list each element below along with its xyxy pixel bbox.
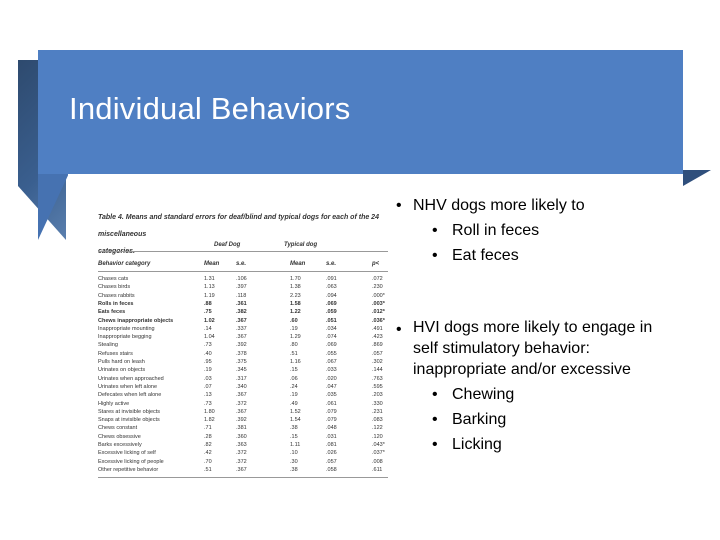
table-cell: .30 <box>290 458 298 465</box>
bullet-hvi-line2: self stimulatory behavior: <box>413 340 590 357</box>
table-cell: .367 <box>236 408 247 415</box>
table-cell-category: Chases rabbits <box>98 292 135 299</box>
table-cell-category: Defecates when left alone <box>98 392 162 399</box>
table-cell: .15 <box>290 433 298 440</box>
table-cell: .07 <box>204 383 212 390</box>
table-cell: .047 <box>326 383 337 390</box>
bullet-dot: • <box>432 222 438 239</box>
table-row <box>98 459 390 467</box>
table-cell: .317 <box>236 375 247 382</box>
table-row <box>98 334 390 342</box>
table-row <box>98 384 390 392</box>
table-cell: .231 <box>372 408 383 415</box>
table-cell: 1.70 <box>290 276 301 282</box>
table-cell: .13 <box>204 392 212 399</box>
table-cell: .423 <box>372 334 383 341</box>
table-cell: .363 <box>236 442 247 448</box>
data-table-image <box>94 203 394 479</box>
table-cell: .71 <box>204 425 212 432</box>
table-cell-category: Snaps at invisible objects <box>98 417 160 424</box>
table-cell: .361 <box>236 300 247 307</box>
table-row <box>98 276 390 284</box>
table-cell: .397 <box>236 284 247 291</box>
table-row <box>98 367 390 375</box>
table-cell: 1.16 <box>290 359 301 365</box>
table-cell: .392 <box>236 417 247 424</box>
table-cell: .763 <box>372 375 383 382</box>
table-cell: .595 <box>372 383 383 390</box>
table-row <box>98 409 390 417</box>
table-cell: .15 <box>290 367 298 374</box>
table-row <box>98 376 390 384</box>
table-cell: .82 <box>204 442 212 448</box>
table-cell: .19 <box>204 367 212 374</box>
table-cell: .10 <box>290 450 298 457</box>
table-cell: .367 <box>236 392 247 399</box>
table-cell-category: Pulls hard on leash <box>98 359 145 365</box>
table-row <box>98 293 390 301</box>
bullet-hvi-text <box>413 317 683 380</box>
table-cell: 1.58 <box>290 300 301 307</box>
table-cell: .074 <box>326 334 337 341</box>
table-cell: 1.82 <box>204 417 215 424</box>
group-header-typical: Typical dog <box>284 242 318 248</box>
table-cell-category: Excessive licking of self <box>98 450 156 457</box>
table-cell: .036* <box>372 317 385 324</box>
bullet-hvi-line3: inappropriate and/or excessive <box>413 361 631 378</box>
table-cell: .367 <box>236 334 247 341</box>
table-row <box>98 351 390 359</box>
bullet-dot: • <box>432 411 438 428</box>
table-cell: 1.80 <box>204 408 215 415</box>
table-row <box>98 401 390 409</box>
table-cell: .340 <box>236 383 247 390</box>
table-cell: .203 <box>372 392 383 399</box>
table-cell: .008 <box>372 458 383 465</box>
table-cell: 1.52 <box>290 408 301 415</box>
table-cell: .034 <box>326 325 337 332</box>
table-row <box>98 434 390 442</box>
sub-bullet-text: Eat feces <box>452 247 519 264</box>
table-cell: .03 <box>204 375 212 382</box>
bullet-dot: • <box>432 436 438 453</box>
table-cell: .382 <box>236 309 247 316</box>
table-cell: .367 <box>236 466 247 473</box>
table-cell: .122 <box>372 425 383 432</box>
table-cell: .491 <box>372 325 383 332</box>
table-row <box>98 442 390 450</box>
sub-bullet-text: Licking <box>452 436 502 453</box>
table-cell: .88 <box>204 300 212 307</box>
table-cell: .012* <box>372 309 385 316</box>
table-cell-category: Chases birds <box>98 284 131 291</box>
bullet-hvi-line1: HVI dogs more likely to engage in <box>413 319 653 336</box>
table-cell-category: Chews obsessive <box>98 433 141 440</box>
table-cell: .072 <box>372 276 383 282</box>
table-cell: 1.38 <box>290 284 301 291</box>
table-cell: .058 <box>326 466 337 473</box>
table-cell: .73 <box>204 400 212 407</box>
table-cell: 1.04 <box>204 334 215 341</box>
table-cell: .079 <box>326 408 337 415</box>
table-cell: .081 <box>326 442 337 448</box>
table-cell: .73 <box>204 342 212 349</box>
table-cell: .037* <box>372 450 385 457</box>
table-cell: .28 <box>204 433 212 440</box>
table-cell: .061 <box>326 400 337 407</box>
table-cell-category: Stealing <box>98 342 118 349</box>
table-row <box>98 417 390 425</box>
table-cell-category: Excessive licking of people <box>98 458 164 465</box>
col-header-se-typical: s.e. <box>326 261 337 267</box>
table-cell-category: Urinates when approached <box>98 375 164 382</box>
table-cell: .020 <box>326 375 337 382</box>
table-cell: .372 <box>236 458 247 465</box>
table-cell: .091 <box>326 276 337 282</box>
table-cell-category: Refuses stairs <box>98 350 133 357</box>
table-cell: .069 <box>326 300 337 307</box>
table-cell: .60 <box>290 317 298 324</box>
table-row <box>98 284 390 292</box>
table-cell: .40 <box>204 350 212 357</box>
table-cell: .360 <box>236 433 247 440</box>
table-cell: .378 <box>236 350 247 357</box>
table-cell: .230 <box>372 284 383 291</box>
sub-bullet-text: Chewing <box>452 386 515 403</box>
table-cell-category: Other repetitive behavior <box>98 466 159 473</box>
table-cell: .031 <box>326 433 337 440</box>
table-cell: .381 <box>236 425 247 432</box>
table-cell: .057 <box>326 458 337 465</box>
table-row <box>98 309 390 317</box>
table-cell: .49 <box>290 400 298 407</box>
table-row <box>98 450 390 458</box>
table-caption <box>98 209 398 260</box>
col-header-category: Behavior category <box>98 261 151 267</box>
table-cell: .026 <box>326 450 337 457</box>
table-cell: .375 <box>236 359 247 365</box>
table-cell-category: Urinates when left alone <box>98 383 158 390</box>
table-cell: 1.22 <box>290 309 301 316</box>
table-cell: .611 <box>372 466 383 473</box>
table-cell-category: Chews inappropriate objects <box>98 317 174 324</box>
table-cell-category: Inappropriate begging <box>98 334 152 341</box>
sub-bullet-text: Roll in feces <box>452 222 540 239</box>
table-cell: .043* <box>372 442 385 448</box>
table-rule <box>98 271 388 272</box>
col-header-mean-deaf: Mean <box>204 261 220 267</box>
sub-bullet-text: Barking <box>452 411 507 428</box>
table-cell: .083 <box>372 417 383 424</box>
table-cell: .120 <box>372 433 383 440</box>
table-cell: .067 <box>326 359 337 365</box>
table-cell: .033 <box>326 367 337 374</box>
table-cell: .869 <box>372 342 383 349</box>
table-cell: .38 <box>290 466 298 473</box>
table-cell: .51 <box>290 350 298 357</box>
table-cell: .106 <box>236 276 247 282</box>
table-cell-category: Highly active <box>98 400 130 407</box>
table-cell: .06 <box>290 375 298 382</box>
table-cell: 1.02 <box>204 317 215 324</box>
table-cell-category: Chews constant <box>98 425 138 432</box>
table-cell: .38 <box>290 425 298 432</box>
table-cell: .80 <box>290 342 298 349</box>
table-row <box>98 326 390 334</box>
table-cell: .19 <box>290 325 298 332</box>
table-cell-category: Inappropriate mounting <box>98 325 155 332</box>
table-cell: .70 <box>204 458 212 465</box>
bullet-dot: • <box>396 197 402 214</box>
table-cell: .345 <box>236 367 247 374</box>
table-cell: .059 <box>326 309 337 316</box>
table-row <box>98 301 390 309</box>
table-cell: 2.23 <box>290 292 301 299</box>
table-cell: .24 <box>290 383 298 390</box>
table-cell: .330 <box>372 400 383 407</box>
table-cell: .003* <box>372 300 385 307</box>
table-cell: .51 <box>204 466 212 473</box>
table-cell: .337 <box>236 325 247 332</box>
table-cell: 1.31 <box>204 276 215 282</box>
table-cell: .372 <box>236 450 247 457</box>
table-cell-category: Eats feces <box>98 309 126 316</box>
slide-title: Individual Behaviors <box>69 91 351 126</box>
bullet-nhv-text: NHV dogs more likely to <box>413 197 585 214</box>
table-cell: .048 <box>326 425 337 432</box>
table-cell-category: Rolls in feces <box>98 300 134 307</box>
table-cell: .035 <box>326 392 337 399</box>
table-row <box>98 467 390 475</box>
table-cell: .069 <box>326 342 337 349</box>
table-rule <box>98 477 388 478</box>
table-cell: .051 <box>326 317 337 324</box>
table-cell-category: Urinates on objects <box>98 367 146 374</box>
table-row <box>98 359 390 367</box>
bullet-dot: • <box>432 247 438 264</box>
table-cell: .19 <box>290 392 298 399</box>
table-caption-line1: Table 4. Means and standard errors for deaf/blind and typical dogs for each of the 24 miscellaneous <box>98 214 379 238</box>
table-row <box>98 425 390 433</box>
table-cell: .063 <box>326 284 337 291</box>
table-cell: .42 <box>204 450 212 457</box>
table-cell: 1.54 <box>290 417 301 424</box>
table-cell: .372 <box>236 400 247 407</box>
table-row <box>98 392 390 400</box>
col-header-p: p< <box>372 261 380 267</box>
col-header-se-deaf: s.e. <box>236 261 247 267</box>
table-cell: 1.19 <box>204 292 215 299</box>
table-cell: .144 <box>372 367 383 374</box>
group-header-deaf: Deaf Dog <box>214 242 241 248</box>
table-cell: .094 <box>326 292 337 299</box>
table-cell: .079 <box>326 417 337 424</box>
table-rule <box>98 251 388 252</box>
bullet-dot: • <box>396 321 402 338</box>
table-cell: .95 <box>204 359 212 365</box>
table-cell: .302 <box>372 359 383 365</box>
table-row <box>98 342 390 350</box>
bullet-dot: • <box>432 386 438 403</box>
table-cell: 1.11 <box>290 442 301 448</box>
table-cell: .392 <box>236 342 247 349</box>
table-cell: .055 <box>326 350 337 357</box>
banner-fold <box>683 170 711 186</box>
table-cell: .057 <box>372 350 383 357</box>
table-cell: 1.13 <box>204 284 215 291</box>
table-cell-category: Stares at invisible objects <box>98 408 161 415</box>
table-cell: .14 <box>204 325 212 332</box>
table-cell-category: Barks excessively <box>98 442 142 448</box>
col-header-mean-typical: Mean <box>290 261 306 267</box>
table-cell: 1.29 <box>290 334 301 341</box>
table-cell-category: Chases cats <box>98 276 129 282</box>
table-cell: .367 <box>236 317 247 324</box>
table-cell: .000* <box>372 292 385 299</box>
table-row <box>98 318 390 326</box>
table-cell: .75 <box>204 309 212 316</box>
table-cell: .118 <box>236 292 247 299</box>
